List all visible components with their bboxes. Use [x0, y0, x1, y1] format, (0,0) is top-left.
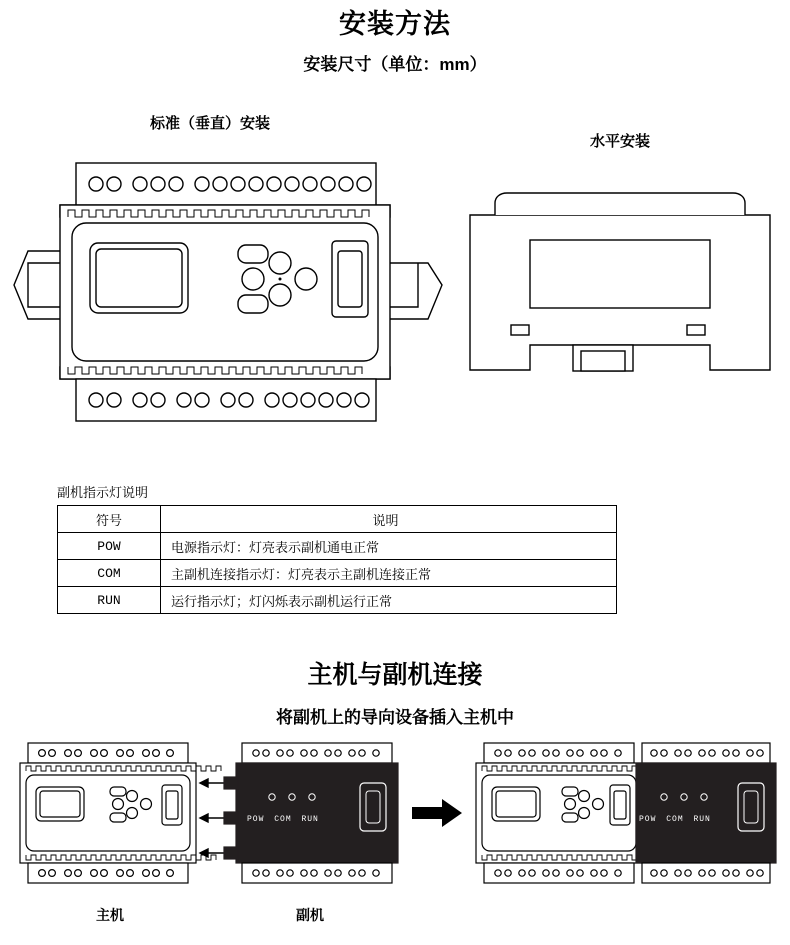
- legend-description-run: 运行指示灯；灯闪烁表示副机运行正常: [161, 587, 617, 614]
- legend-symbol-com: COM: [58, 560, 161, 587]
- connect-section-subtitle: 将副机上的导向设备插入主机中: [276, 708, 514, 727]
- led-label-run-2: RUN: [693, 815, 711, 824]
- page-title: 安装方法: [339, 9, 451, 39]
- legend-description-pow: 电源指示灯：灯亮表示副机通电正常: [161, 533, 617, 560]
- process-arrow: [412, 799, 462, 827]
- legend-title: 副机指示灯说明: [57, 485, 149, 500]
- page-subtitle: 安装尺寸（单位：mm）: [303, 55, 487, 74]
- led-label-com: COM: [274, 815, 292, 824]
- vertical-mount-diagram: [10, 155, 450, 465]
- slave-indicator-legend-table: [57, 505, 617, 614]
- column-header-description: 说明: [161, 506, 617, 533]
- column-header-symbol: 符号: [58, 506, 161, 533]
- horizontal-mount-label: 水平安装: [589, 133, 650, 150]
- connect-section-title: 主机与副机连接: [307, 661, 483, 689]
- vertical-mount-label: 标准（垂直）安装: [149, 115, 270, 132]
- table-row: [58, 560, 617, 587]
- table-row: [58, 533, 617, 560]
- table-row: [58, 587, 617, 614]
- slave-led-labels: [247, 815, 319, 824]
- master-unit-left: [20, 743, 221, 883]
- led-label-run: RUN: [301, 815, 319, 824]
- assembled-units: [476, 743, 776, 883]
- table-header-row: [58, 506, 617, 533]
- legend-description-com: 主副机连接指示灯：灯亮表示主副机连接正常: [161, 560, 617, 587]
- legend-symbol-pow: POW: [58, 533, 161, 560]
- led-label-pow: POW: [247, 815, 265, 824]
- legend-symbol-run: RUN: [58, 587, 161, 614]
- caption-slave: 副机: [296, 907, 324, 923]
- assembled-slave-led-labels: [639, 815, 711, 824]
- led-label-pow-2: POW: [639, 815, 657, 824]
- led-label-com-2: COM: [666, 815, 684, 824]
- insert-arrows: [200, 779, 224, 857]
- caption-master: 主机: [96, 907, 124, 923]
- horizontal-mount-diagram: [455, 185, 785, 395]
- slave-unit: [224, 743, 398, 883]
